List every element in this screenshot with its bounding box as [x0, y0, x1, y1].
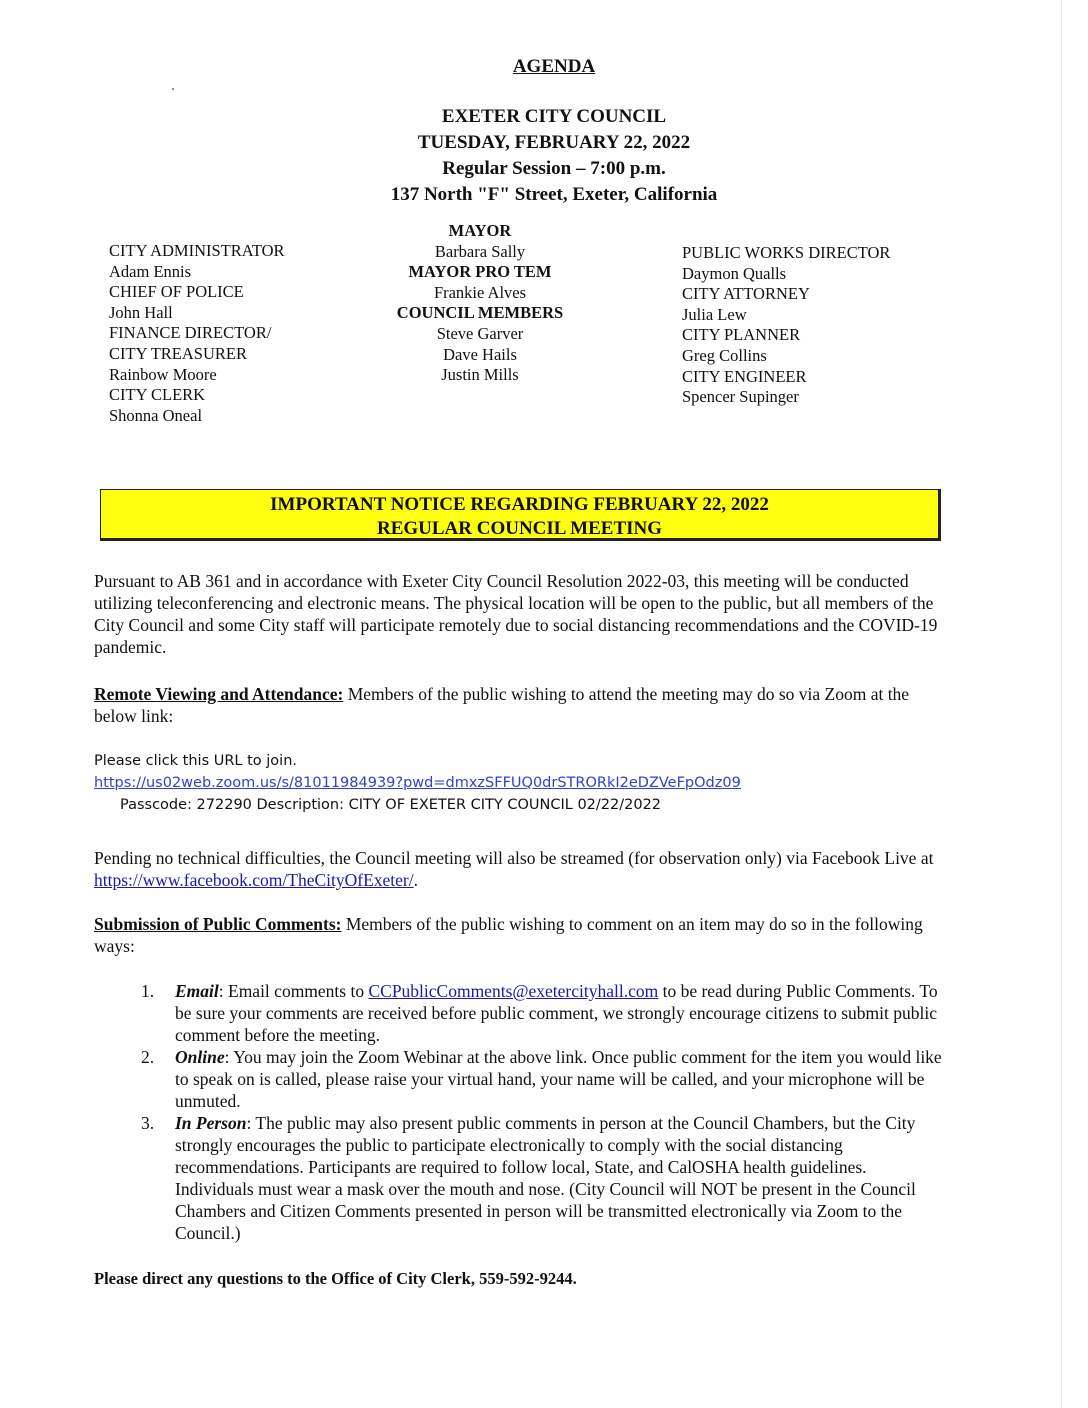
- pursuant-paragraph: Pursuant to AB 361 and in accordance with Exeter City Council Resolution 2022-03, this meeting will be conducted utilizing teleconferencing and electronic means. The physical location will be open to the public, but all members of the City Council and some City staff will participate remotely due to social distancing recommendations and the COVID-19 pandemic.: [94, 571, 938, 657]
- council-column: [370, 221, 590, 386]
- list-number: 3.: [141, 1113, 155, 1133]
- members-title: COUNCIL MEMBERS: [396, 303, 564, 323]
- staff-entry: Shonna Oneal: [109, 405, 203, 425]
- method-text: : The public may also present public comments in person at the Council Chambers, but the City strongly encourages the public to participate electronically to comply with the social distancing recommendations. Participants are required to follow local, State, and CalOSHA health guidelines. Individuals must wear a mask over the mouth and nose. (City Council will NOT be present in the Council Chambers and Citizen Comments presented in person will be transmitted electronically via Zoom to the Council.): [175, 1113, 916, 1243]
- mayor-title: MAYOR: [448, 221, 512, 240]
- staff-entry: Greg Collins: [682, 345, 767, 365]
- staff-right-column: [682, 243, 890, 408]
- scan-speck: [172, 88, 174, 90]
- list-item: [135, 980, 945, 1046]
- method-label: In Person: [175, 1113, 247, 1133]
- public-comments-paragraph: [94, 913, 944, 957]
- zoom-join-block: [94, 750, 741, 816]
- meeting-address: 137 North "F" Street, Exeter, California: [390, 184, 718, 205]
- council-name: EXETER CITY COUNCIL: [441, 106, 667, 127]
- facebook-link[interactable]: https://www.facebook.com/TheCityOfExeter/: [94, 870, 414, 890]
- staff-entry: John Hall: [109, 302, 173, 322]
- staff-left-column: [109, 241, 285, 426]
- contact-footer: Please direct any questions to the Office of City Clerk, 559-592-9244.: [94, 1269, 577, 1288]
- mayor-name: Barbara Sally: [434, 241, 526, 261]
- staff-entry: CITY ATTORNEY: [682, 284, 810, 304]
- session-time: Regular Session – 7:00 p.m.: [442, 158, 666, 179]
- council-member: Steve Garver: [436, 323, 524, 343]
- important-notice-box: [100, 489, 941, 541]
- remote-viewing-paragraph: [94, 683, 944, 727]
- email-link[interactable]: CCPublicComments@exetercityhall.com: [368, 981, 659, 1001]
- stream-text: Pending no technical difficulties, the Council meeting will also be streamed (for observation only) via Facebook Live at: [94, 848, 934, 868]
- meeting-header: [0, 104, 1088, 208]
- method-text: : Email comments to: [218, 981, 369, 1001]
- staff-entry: CITY CLERK: [109, 385, 206, 405]
- council-member: Dave Hails: [443, 344, 517, 364]
- method-text-end: to be read during Public Comments. To be sure your comments are received before public comment, we strongly encourage citizens to submit public comment before the meeting.: [175, 981, 938, 1045]
- zoom-intro: Please click this URL to join.: [94, 753, 298, 769]
- staff-entry: Spencer Supinger: [682, 387, 799, 407]
- remote-viewing-text: Members of the public wishing to attend the meeting may do so via Zoom at the below link:: [94, 684, 910, 726]
- page-edge: [1061, 0, 1062, 1408]
- method-text: : You may join the Zoom Webinar at the above link. Once public comment for the item you would like to speak on is called, please raise your virtual hand, your name will be called, and your microphone will be unmuted.: [175, 1047, 942, 1111]
- staff-entry: CITY ENGINEER: [682, 366, 807, 386]
- public-comments-heading: Submission of Public Comments:: [94, 914, 342, 934]
- staff-entry: FINANCE DIRECTOR/: [109, 323, 272, 343]
- notice-line-1: IMPORTANT NOTICE REGARDING FEBRUARY 22, 2022: [270, 494, 769, 515]
- zoom-link[interactable]: https://us02web.zoom.us/s/81011984939?pwd=dmxzSFFUQ0drSTRORkI2eDZVeFpOdz09: [94, 775, 741, 791]
- council-member: Justin Mills: [441, 365, 519, 385]
- staff-entry: CITY PLANNER: [682, 325, 801, 345]
- pro-tem-title: MAYOR PRO TEM: [408, 262, 552, 282]
- method-label: Online: [175, 1047, 225, 1067]
- list-item: [135, 1112, 945, 1244]
- staff-entry: Rainbow Moore: [109, 364, 217, 384]
- method-label: Email: [175, 981, 219, 1001]
- list-number: 2.: [141, 1047, 155, 1067]
- staff-entry: CITY ADMINISTRATOR: [109, 241, 285, 260]
- staff-entry: CHIEF OF POLICE: [109, 282, 244, 302]
- list-item: [135, 1046, 945, 1112]
- list-number: 1.: [141, 981, 155, 1001]
- pro-tem-name: Frankie Alves: [433, 282, 527, 302]
- notice-line-2: REGULAR COUNCIL MEETING: [376, 518, 663, 539]
- facebook-stream-paragraph: [94, 847, 944, 891]
- agenda-title: AGENDA: [512, 56, 596, 77]
- stream-end: .: [413, 870, 418, 890]
- comment-methods-list: [135, 980, 945, 1244]
- staff-entry: CITY TREASURER: [109, 343, 247, 363]
- staff-entry: PUBLIC WORKS DIRECTOR: [682, 243, 891, 262]
- meeting-date: TUESDAY, FEBRUARY 22, 2022: [417, 132, 691, 153]
- staff-entry: Daymon Qualls: [682, 263, 787, 283]
- staff-entry: Adam Ennis: [109, 261, 192, 281]
- staff-entry: Julia Lew: [682, 304, 747, 324]
- remote-viewing-heading: Remote Viewing and Attendance:: [94, 684, 344, 704]
- zoom-passcode: Passcode: 272290 Description: CITY OF EXETER CITY COUNCIL 02/22/2022: [120, 797, 662, 813]
- public-comments-text: Members of the public wishing to comment on an item may do so in the following ways:: [94, 914, 923, 956]
